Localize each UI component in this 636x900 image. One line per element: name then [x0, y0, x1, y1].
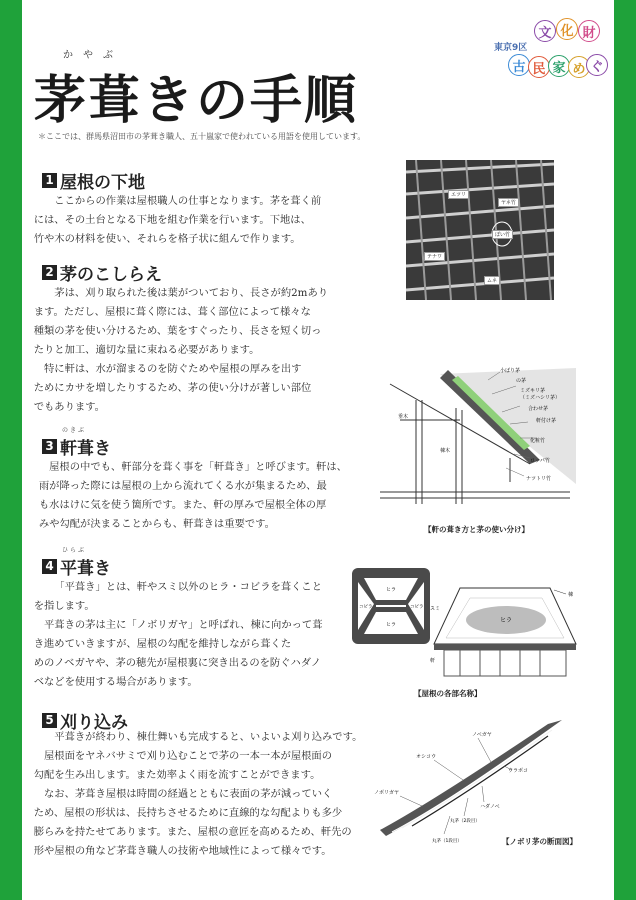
svg-text:スミ: スミ [430, 606, 441, 612]
photo-label: テナワ [424, 252, 445, 261]
svg-text:棟木: 棟木 [440, 448, 451, 454]
right-green-band [614, 0, 636, 900]
logo-district: 東京9区 [494, 43, 528, 53]
logo-char: 文 [534, 20, 556, 42]
svg-text:（ミズハシリ茅）: （ミズハシリ茅） [520, 395, 561, 401]
section-1-body: ここからの作業は屋根職人の仕事となります。茅を葺く前 には、その土台となる下地を組む作業を行います。下地は、 竹や木の材料を使い、それらを格子状に組んで作ります。 [33, 195, 322, 245]
eaves-figure-caption: 【軒の葺き方と茅の使い分け】 [424, 525, 529, 534]
section-4-body: 「平葺き」とは、軒やスミ以外のヒラ・コビラを葺くこと を指します。 平葺きの茅は主に「ノボリガヤ」と呼ばれ、棟に向かって葺 き進めていきますが、屋根の勾配を維持しながら葺くた めのノベガヤや、茅の穂先が屋根裏に突き出るのを防ぐハダノ ベなどを使用する場合があります。 [33, 581, 323, 688]
logo-char: ぐ [586, 54, 608, 76]
svg-text:オシコウ: オシコウ [416, 754, 437, 760]
svg-text:コビラ: コビラ [410, 605, 424, 610]
base-frame-photo [406, 160, 554, 300]
section-number: 3 [42, 439, 57, 454]
section-5-body: 平葺きが終わり、棟仕舞いも完成すると、いよいよ刈り込みです。 屋根面をヤネバサミで刈り込むことで茅の一本一本が屋根面の 勾配を生み出します。また効率よく雨を流すことができます。 なお、茅葺き屋根は時間の経過とともに表面の茅が減っていく ため、屋根の形状は、長持ちさせるために直線的な勾配よりも多少 膨らみを持たせてあります。また、屋根の意匠を高めるため、軒先の 形や屋根の角など茅葺き職人の技術や地域性によって様々です。 [33, 731, 363, 857]
usage-note: ＊ここでは、群馬県沼田市の茅葺き職人、五十嵐家で使われている用語を使用しています。 [38, 132, 366, 141]
svg-text:ミズキリ茅: ミズキリ茅 [520, 388, 546, 394]
section-4-heading [42, 554, 111, 579]
section-2-heading [42, 260, 162, 285]
logo-char: 家 [548, 55, 570, 77]
svg-text:棟: 棟 [568, 592, 574, 598]
left-green-band [0, 0, 22, 900]
svg-text:コビラ: コビラ [359, 605, 373, 610]
logo-char: 民 [528, 56, 550, 78]
title-ruby: かやぶ [63, 50, 123, 61]
section-2-body: 茅は、刈り取られた後は葉がついており、長さが約2mあり ます。ただし、屋根に葺く際には、葺く部位によって様々な 種類の茅を使い分けるため、葉をすぐったり、長さを短く切っ たりと加工、適切な量に束ねる必要があります。 特に軒は、水が溜まるのを防ぐためや屋根の厚みを出す ためにカサを増したりするため、茅の使い分けが著しい部位 でもあります。 [33, 287, 329, 413]
svg-text:の茅: の茅 [516, 378, 527, 384]
nobori-figure-caption: 【ノボリ茅の断面図】 [502, 837, 577, 846]
svg-text:ヒラ: ヒラ [386, 622, 397, 628]
section-title: 軒葺き [60, 439, 111, 459]
svg-text:ノベガヤ: ノベガヤ [472, 732, 492, 738]
svg-text:軒付け茅: 軒付け茅 [536, 418, 557, 424]
svg-text:ヒラ: ヒラ [386, 587, 397, 593]
svg-text:ロッパ竹: ロッパ竹 [530, 458, 550, 464]
section-title: 平葺き [60, 559, 111, 579]
logo-char: 財 [578, 20, 600, 42]
roof-elevation-figure [430, 584, 580, 680]
svg-text:軒: 軒 [430, 658, 436, 664]
photo-label: エツリ [448, 190, 469, 199]
section-title: 屋根の下地 [60, 173, 145, 193]
section-3-heading [42, 434, 111, 459]
svg-text:化粧竹: 化粧竹 [530, 438, 546, 444]
section-3-ruby: のきぶ [62, 427, 87, 434]
nobori-kaya-section-figure [372, 716, 568, 846]
svg-text:丸茅（1段目）: 丸茅（1段目） [432, 839, 462, 844]
cultural-property-logo [494, 18, 612, 82]
svg-text:ハダノベ: ハダノベ [480, 804, 500, 810]
logo-char: 化 [556, 18, 578, 40]
svg-text:合わせ茅: 合わせ茅 [528, 406, 549, 412]
logo-char: め [568, 56, 590, 78]
section-4-ruby: ひらぶ [62, 547, 87, 554]
section-1-heading [42, 168, 145, 193]
section-number: 4 [42, 559, 57, 574]
section-title: 茅のこしらえ [60, 265, 162, 285]
roof-plan-figure [350, 566, 432, 646]
page-title: 茅葺きの手順 [34, 70, 359, 131]
section-title: 刈り込み [60, 713, 128, 733]
svg-text:ナツトリ竹: ナツトリ竹 [526, 476, 551, 482]
svg-text:ウラボコ: ウラボコ [508, 768, 529, 774]
section-number: 5 [42, 713, 57, 728]
svg-text:垂木: 垂木 [398, 414, 409, 420]
section-3-body: 屋根の中でも、軒部分を葺く事を「軒葺き」と呼びます。軒は、 雨が降った際には屋根の上から流れてくる水が集まるため、最 も水はけに気を使う箇所です。また、軒の厚みで屋根全体の厚 みや勾配が決まることからも、軒葺きは重要です。 [38, 461, 347, 530]
photo-label: ヤネ竹 [498, 198, 519, 207]
photo-label: ムネ [484, 276, 500, 285]
svg-text:ヒラ: ヒラ [500, 617, 513, 624]
eaves-section-figure [380, 364, 576, 520]
svg-text:丸茅（2段目）: 丸茅（2段目） [450, 819, 480, 824]
svg-text:小ばり茅: 小ばり茅 [500, 368, 521, 374]
svg-text:ノボリガヤ: ノボリガヤ [374, 790, 399, 796]
section-number: 2 [42, 265, 57, 280]
photo-label: ぼい竹 [492, 230, 513, 239]
section-number: 1 [42, 173, 57, 188]
logo-char: 古 [508, 54, 530, 76]
roof-parts-caption: 【屋根の各部名称】 [414, 689, 482, 698]
